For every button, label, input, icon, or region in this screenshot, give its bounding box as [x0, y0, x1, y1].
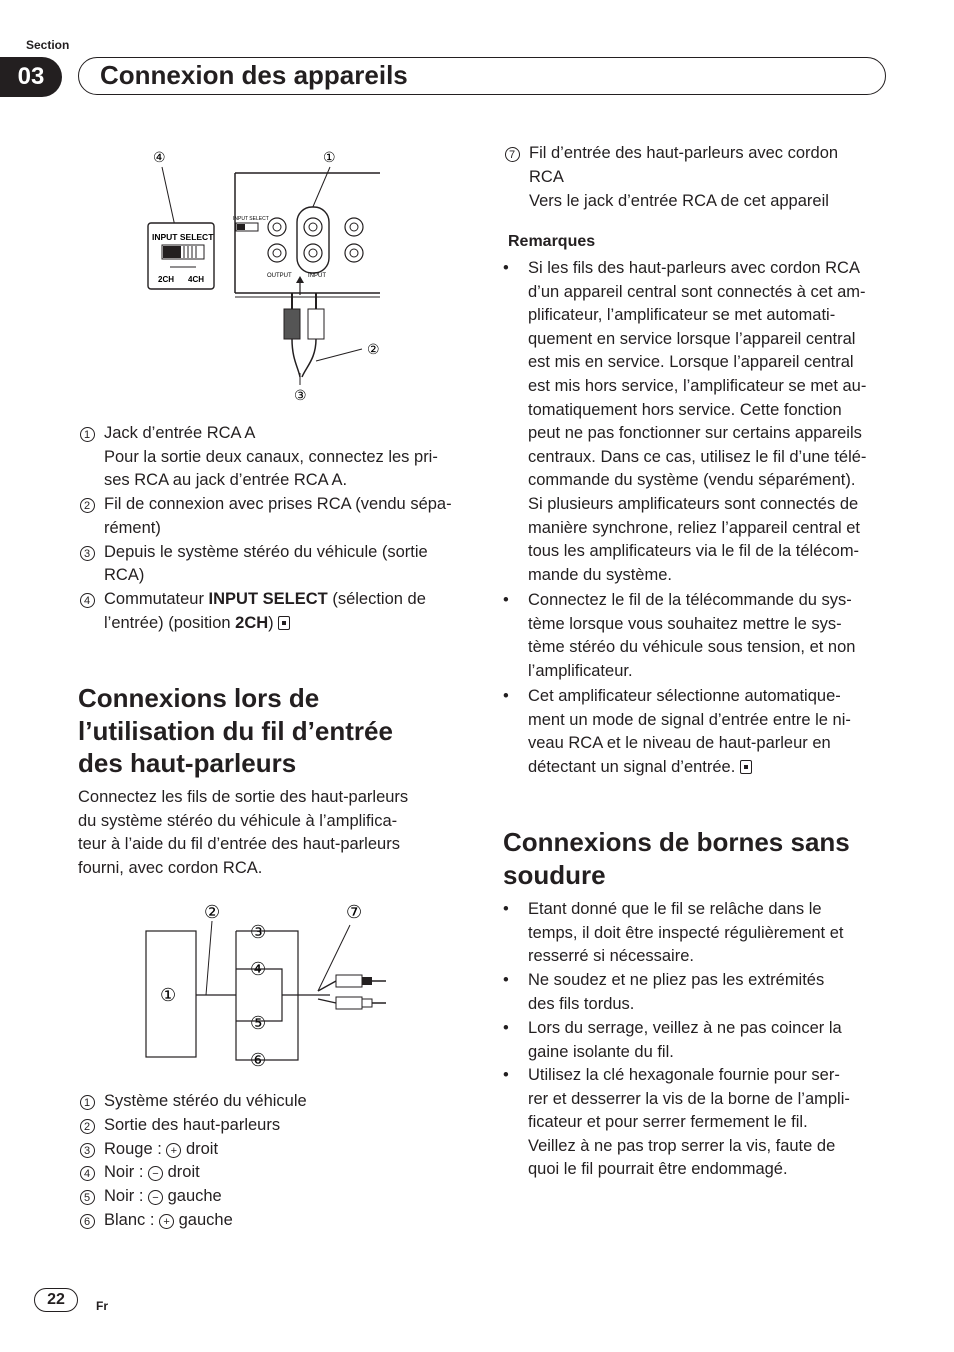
plus-icon: + — [166, 1143, 181, 1158]
section3-b4-line: ficateur et pour serrer fermement le fil. — [528, 1113, 808, 1132]
end-mark-icon — [740, 760, 752, 774]
section3-heading-line-2: soudure — [503, 859, 606, 890]
remarques-b3-line: ment un mode de signal d’entrée entre le ni- — [528, 710, 851, 729]
item4-mid: (sélection de — [327, 590, 426, 608]
fig2-callout-7: ⑦ — [346, 902, 363, 922]
remarques-title: Remarques — [508, 233, 596, 250]
remarques-b3-line: détectant un signal d’entrée. — [528, 757, 736, 776]
section3-b2-line: Ne soudez et ne pliez pas les extrémités — [528, 971, 825, 989]
remarques-b1-line: commande du système (vendu séparément). — [528, 471, 856, 490]
bullet-dot: • — [503, 1019, 509, 1037]
section3-b2-line: des fils tordus. — [528, 994, 635, 1013]
fig2-callout-2: ② — [204, 902, 221, 922]
fig1-callout-4: ④ — [153, 149, 166, 165]
list2-item-1-text: Système stéréo du véhicule — [104, 1092, 307, 1110]
speaker-wiring-diagram — [140, 895, 400, 1075]
num-badge: 4 — [80, 1166, 95, 1181]
remarques-b1-line: Si les fils des haut-parleurs avec cordon RCA — [528, 259, 860, 277]
input-label: INPUT — [308, 273, 326, 279]
fig2-callout-4: ④ — [250, 959, 267, 979]
section3-b4-line: Utilisez la clé hexagonale fournie pour ser- — [528, 1066, 840, 1084]
remarques-b1-line: manière synchrone, reliez l’appareil central et — [528, 518, 860, 537]
remarques-b1-line: centraux. Dans ce cas, utilisez le fil d’une télé- — [528, 447, 867, 466]
list2-item-2-text: Sortie des haut-parleurs — [104, 1116, 281, 1134]
fig2-callout-3: ③ — [250, 922, 267, 942]
remarques-b1-line: peut ne pas fonctionner sur certains appareils — [528, 424, 862, 443]
bullet-dot: • — [503, 591, 509, 609]
bullet-dot: • — [503, 687, 509, 705]
page-number: 22 — [34, 1288, 78, 1312]
section3-heading-line-1: Connexions de bornes sans — [503, 827, 850, 857]
num-badge: 3 — [80, 1143, 95, 1158]
remarques-b2-line: Connectez le fil de la télécommande du sys- — [528, 591, 852, 609]
minus-icon: − — [148, 1166, 163, 1181]
section-title: Connexion des appareils — [100, 60, 408, 90]
section3-b1-line: Etant donné que le fil se relâche dans le — [528, 900, 822, 918]
bullet-dot: • — [503, 900, 509, 918]
item7-line-3: Vers le jack d’entrée RCA de cet appareil — [529, 192, 829, 210]
num-badge: 5 — [80, 1190, 95, 1205]
num-badge: 1 — [80, 1095, 95, 1110]
section3-b1-line: temps, il doit être inspecté régulièrement et — [528, 923, 844, 942]
section-number-badge: 03 — [0, 57, 62, 97]
plus-icon: + — [159, 1214, 174, 1229]
list1-item-2-text: Fil de connexion avec prises RCA (vendu sépa- — [104, 495, 452, 513]
section2-heading-line-2: l’utilisation du fil d’entrée — [78, 715, 393, 746]
num-badge: 7 — [505, 147, 520, 162]
list1-item-1-text-2: Pour la sortie deux canaux, connectez les pri- — [104, 448, 438, 466]
item4-pre: Commutateur — [104, 590, 209, 608]
list1-item-3-text-2: RCA) — [104, 566, 145, 584]
item4-line2-pre: l’entrée) (position — [104, 614, 236, 632]
section2-intro-line-3: teur à l’aide du fil d’entrée des haut-parleurs — [78, 835, 400, 854]
item4-bold-2ch: 2CH — [235, 614, 269, 632]
minus-icon: − — [148, 1190, 163, 1205]
bullet-dot: • — [503, 1066, 509, 1084]
num-badge: 1 — [80, 427, 95, 442]
remarques-b3-line: Cet amplificateur sélectionne automatique- — [528, 687, 841, 705]
remarques-b1-line: tous les amplificateurs via le fil de la télécom- — [528, 542, 860, 561]
item7-line-1: Fil d’entrée des haut-parleurs avec cordon — [529, 144, 839, 162]
fig1-callout-2: ② — [367, 341, 380, 357]
remarques-b2-line: tème stéréo du véhicule sous tension, et non — [528, 638, 856, 657]
input-select-label: INPUT SELECT — [152, 232, 214, 242]
section3-b1-line: resserré si nécessaire. — [528, 947, 694, 966]
num-badge: 2 — [80, 1119, 95, 1134]
fig1-callout-1: ① — [323, 149, 336, 165]
section-label: Section — [26, 38, 70, 52]
list2-item-4-pre: Noir : — [104, 1163, 149, 1181]
language-label: Fr — [96, 1299, 108, 1313]
section3-b3-line: Lors du serrage, veillez à ne pas coincer la — [528, 1019, 842, 1037]
list2-item-6-pre: Blanc : — [104, 1211, 160, 1229]
list2-item-3-pre: Rouge : — [104, 1140, 167, 1158]
remarques-b3-line: veau RCA et le niveau de haut-parleur en — [528, 734, 831, 753]
item4-line2-post: ) — [268, 614, 274, 632]
remarques-b2-line: tème lorsque vous souhaitez mettre le sys- — [528, 614, 842, 633]
section2-heading-line-1: Connexions lors de — [78, 683, 320, 713]
num-badge: 3 — [80, 546, 95, 561]
remarques-b1-line: tomatiquement hors service. Cette fonction — [528, 400, 842, 419]
fig2-callout-1: ① — [160, 985, 177, 1005]
remarques-b1-line: est mis en service. Lorsque l’appareil central — [528, 353, 854, 372]
section3-heading — [503, 826, 923, 891]
list1-item-3-text: Depuis le système stéréo du véhicule (sortie — [104, 543, 428, 561]
section2-intro-line-1: Connectez les fils de sortie des haut-parleurs — [78, 788, 409, 806]
section3-b3-line: gaine isolante du fil. — [528, 1042, 674, 1061]
item4-bold-input-select: INPUT SELECT — [208, 590, 328, 608]
bullet-dot: • — [503, 971, 509, 989]
small-input-select-label: INPUT SELECT — [233, 216, 269, 222]
remarques-b2-line: l’amplificateur. — [528, 661, 633, 680]
num-badge: 6 — [80, 1214, 95, 1229]
list1-item-1-text: Jack d’entrée RCA A — [104, 424, 256, 442]
item7-line-2: RCA — [529, 168, 564, 186]
section2-heading — [78, 682, 478, 780]
list2-item-3-post: droit — [181, 1140, 219, 1158]
remarques-b1-line: est mis hors service, l’amplificateur se met au- — [528, 376, 867, 395]
section2-intro-line-4: fourni, avec cordon RCA. — [78, 858, 263, 877]
end-mark-icon — [278, 616, 290, 630]
fig1-callout-3: ③ — [294, 387, 307, 403]
section2-heading-line-3: des haut-parleurs — [78, 748, 297, 778]
section3-b4-line: quoi le fil pourrait être endommagé. — [528, 1160, 788, 1179]
list2-item-5-post: gauche — [163, 1187, 222, 1205]
list1-item-1-text-3: ses RCA au jack d’entrée RCA A. — [104, 471, 348, 489]
label-4ch: 4CH — [188, 275, 205, 284]
list2-item-6-post: gauche — [174, 1211, 233, 1229]
list1-item-2-text-2: rément) — [104, 519, 161, 537]
section3-b4-line: Veillez à ne pas trop serrer la vis, faute de — [528, 1136, 836, 1155]
section2-intro-line-2: du système stéréo du véhicule à l’amplifica- — [78, 811, 398, 830]
fig2-callout-6: ⑥ — [250, 1050, 267, 1070]
remarques-b1-line: quement en service lorsque l’appareil central — [528, 329, 856, 348]
num-badge: 4 — [80, 593, 95, 608]
list2-item-4-post: droit — [163, 1163, 200, 1181]
fig2-callout-5: ⑤ — [250, 1013, 267, 1033]
output-label: OUTPUT — [267, 273, 292, 279]
remarques-b1-line: mande du système. — [528, 565, 672, 584]
remarques-b1-line: d’un appareil central sont connectés à cet am- — [528, 282, 866, 301]
label-2ch: 2CH — [158, 275, 175, 284]
section2-intro — [78, 786, 478, 880]
bullet-dot: • — [503, 259, 509, 277]
remarques-b1-line: Si plusieurs amplificateurs sont connectés de — [528, 494, 859, 513]
num-badge: 2 — [80, 498, 95, 513]
list2-item-5-pre: Noir : — [104, 1187, 149, 1205]
section3-b4-line: rer et desserrer la vis de la borne de l’ampli- — [528, 1089, 850, 1108]
amplifier-input-diagram — [140, 145, 380, 405]
remarques-b1-line: plificateur, l’amplificateur se met automati- — [528, 306, 836, 325]
